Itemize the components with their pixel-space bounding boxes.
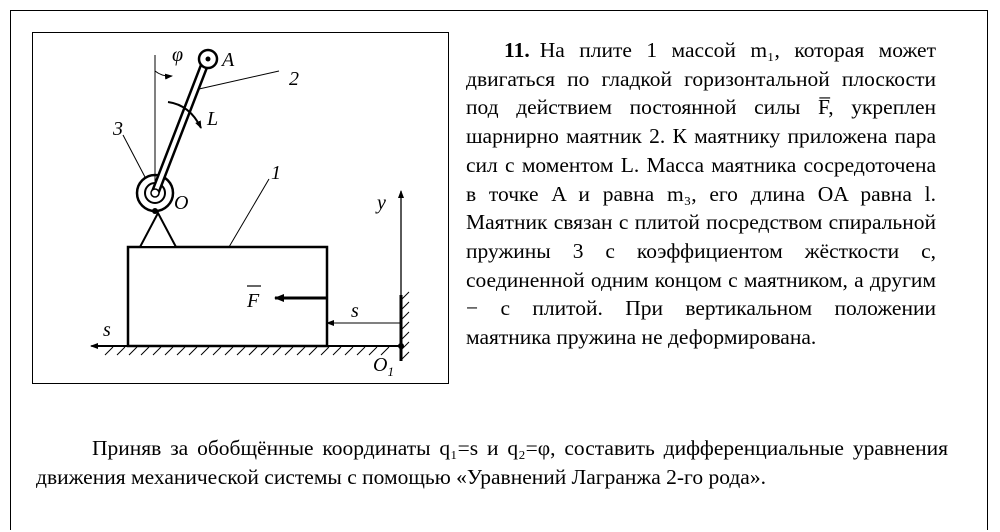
phi-label: φ [172, 44, 184, 66]
y-axis-label: y [377, 192, 386, 214]
plate-leader [229, 179, 269, 247]
wall-hatching [402, 292, 409, 359]
origin-subscript: 1 [387, 364, 394, 379]
svg-text:O1 [373, 354, 394, 379]
phi-arc [155, 71, 172, 76]
origin-point [398, 343, 404, 349]
mechanism-diagram [33, 33, 450, 385]
plate-number-label: 1 [271, 162, 281, 184]
pendulum-leader [199, 71, 279, 89]
problem-number: 11. [504, 38, 530, 62]
ground-hatching [105, 347, 389, 355]
point-a-dot [206, 57, 211, 62]
moment-label: L [207, 108, 219, 130]
pivot-label: O [174, 192, 189, 214]
pendulum-rod-inner [155, 61, 206, 193]
pivot-point [151, 189, 159, 197]
problem-statement-text: На плите 1 массой m₁, которая может двигаться по гладкой горизонтальной плоскости под действием постоянной силы F̅, укреплен шарнирно маятник 2. К маятнику приложена пара сил с моментом L. Масса маятника сосредоточена в точке A и равна m₃, его длина OA равна l. Маятник связан с плитой посредством спиральной пружины 3 с коэффициентом жёсткости c, соединенной одним концом с маятником, а другим − с плитой. При вертикальном положении маятника пружина не деформирована. [466, 38, 936, 350]
spring-leader [123, 135, 145, 177]
origin-label: O [373, 354, 388, 376]
point-a-label: A [222, 49, 235, 71]
s-coordinate-label: s [351, 300, 359, 322]
mechanism-figure [32, 32, 449, 384]
spring-anchor [152, 208, 158, 214]
problem-statement [466, 36, 936, 352]
s-axis-label: s [103, 319, 111, 341]
force-label: F [247, 290, 260, 312]
pendulum-number-label: 2 [289, 68, 299, 90]
spring-number-label: 3 [113, 118, 123, 140]
task-text: Приняв за обобщённые координаты q₁=s и q₂=φ, составить дифференциальные уравнения движения механической системы с помощью «Уравнений Лагранжа 2-го рода». [36, 436, 948, 489]
pendulum-support [140, 213, 176, 247]
